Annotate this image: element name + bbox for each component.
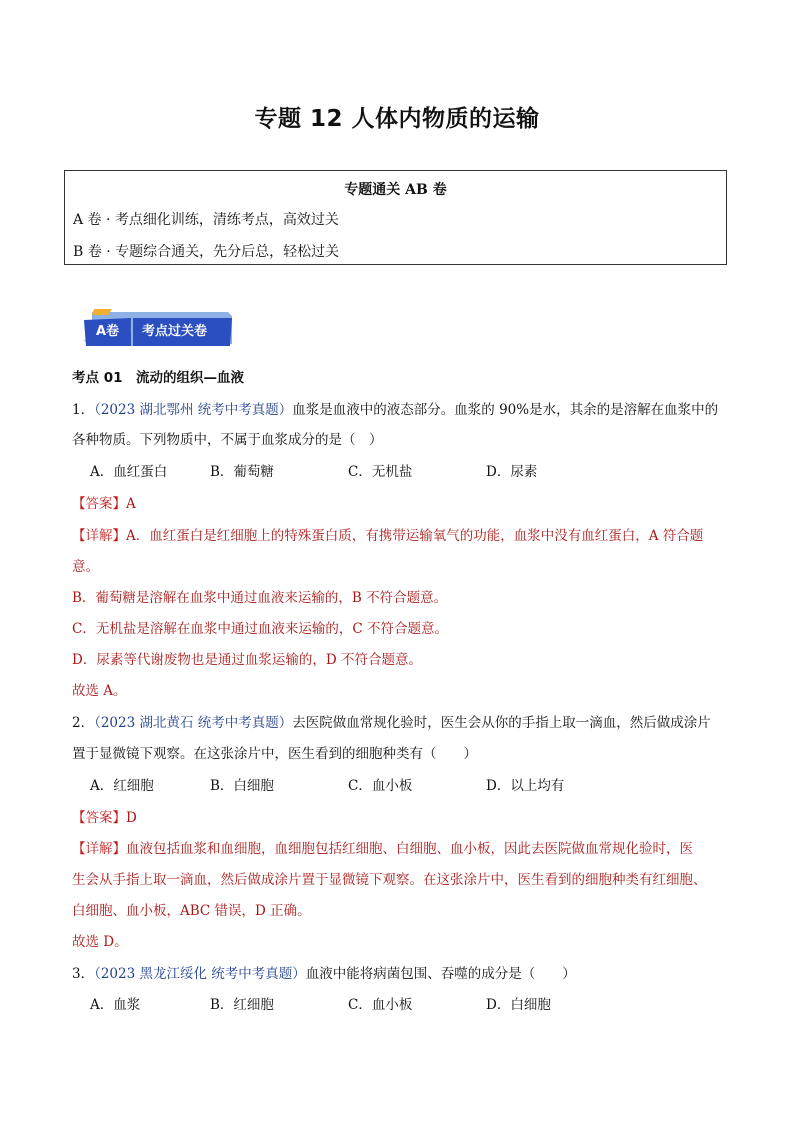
option-a: A．血浆 [90,997,141,1013]
question-source: （2023 黑龙江绥化 统考中考真题） [94,966,306,982]
question-1-stem-line1 [72,398,718,418]
question-1-stem-line2: 各种物质。下列物质中，不属于血浆成分的是（ ） [72,432,383,448]
question-source: （2023 湖北黄石 统考中考真题） [94,715,293,731]
option-b: B．白细胞 [210,778,274,794]
question-1-conclusion: 故选 A。 [72,683,127,699]
section-heading: 考点 01 流动的组织—血液 [72,370,244,386]
detail-tag: 【详解】 [72,528,126,544]
question-stem: 血浆是血液中的液态部分。血浆的 90%是水，其余的是溶解在血浆中的 [292,402,719,418]
option-d: D．白细胞 [486,997,551,1013]
option-c: C．血小板 [348,778,413,794]
question-1-detail-line2: 意。 [72,559,99,575]
question-number: 2． [72,715,95,731]
ab-summary-box [64,170,727,265]
question-number: 1． [72,402,95,418]
question-2-stem-line2: 置于显微镜下观察。在这张涂片中，医生看到的细胞种类有（ ） [72,746,477,762]
box-line-b: B 卷 · 专题综合通关，先分后总，轻松过关 [73,244,340,260]
box-heading: 专题通关 AB 卷 [344,182,447,198]
page-title: 专题 12 人体内物质的运输 [254,106,540,132]
question-1-detail-line5: D．尿素等代谢废物也是通过血浆运输的，D 不符合题意。 [72,652,422,668]
question-2-detail-line1: 【详解】血液包括血浆和血细胞，血细胞包括红细胞、白细胞、血小板，因此去医院做血常规化验时，医 [72,841,693,857]
detail-tag: 【详解】 [72,841,126,857]
option-d: D．以上均有 [486,778,565,794]
question-2-detail-line3: 白细胞、血小板，ABC 错误，D 正确。 [72,903,311,919]
box-line-a: A 卷 · 考点细化训练，清练考点，高效过关 [73,212,339,228]
question-2-conclusion: 故选 D。 [72,934,128,950]
question-source: （2023 湖北鄂州 统考中考真题） [94,402,293,418]
question-2-stem-line1 [72,711,711,731]
question-3-options [72,993,732,1013]
answer-value: A [126,496,136,512]
banner-label-a: A卷 [96,324,120,339]
question-stem: 去医院做血常规化验时，医生会从你的手指上取一滴血，然后做成涂片 [292,715,711,731]
option-c: C．血小板 [348,997,413,1013]
question-1-options [72,460,732,480]
question-2-answer [72,806,137,826]
option-d: D．尿素 [486,464,538,480]
option-a: A．红细胞 [90,778,154,794]
option-a: A．血红蛋白 [90,464,168,480]
option-c: C．无机盐 [348,464,413,480]
question-1-detail-line4: C．无机盐是溶解在血浆中通过血液来运输的，C 不符合题意。 [72,621,448,637]
answer-value: D [126,810,137,826]
answer-tag: 【答案】 [72,496,126,512]
answer-tag: 【答案】 [72,810,126,826]
option-b: B．葡萄糖 [210,464,274,480]
section-banner [82,308,234,348]
question-2-detail-line2: 生会从手指上取一滴血，然后做成涂片置于显微镜下观察。在这张涂片中，医生看到的细胞种类有红细胞、 [72,872,707,888]
question-number: 3． [72,966,95,982]
question-1-detail-line3: B．葡萄糖是溶解在血浆中通过血液来运输的，B 不符合题意。 [72,590,448,606]
banner-label-b: 考点过关卷 [142,324,208,339]
option-b: B．红细胞 [210,997,274,1013]
question-1-answer [72,492,136,512]
question-3-stem-line1 [72,962,576,982]
question-stem: 血液中能将病菌包围、吞噬的成分是（ ） [305,966,576,982]
question-2-options [72,774,732,794]
question-1-detail-line1: 【详解】A．血红蛋白是红细胞上的特殊蛋白质，有携带运输氧气的功能，血浆中没有血红蛋白，A 符合题 [72,528,704,544]
